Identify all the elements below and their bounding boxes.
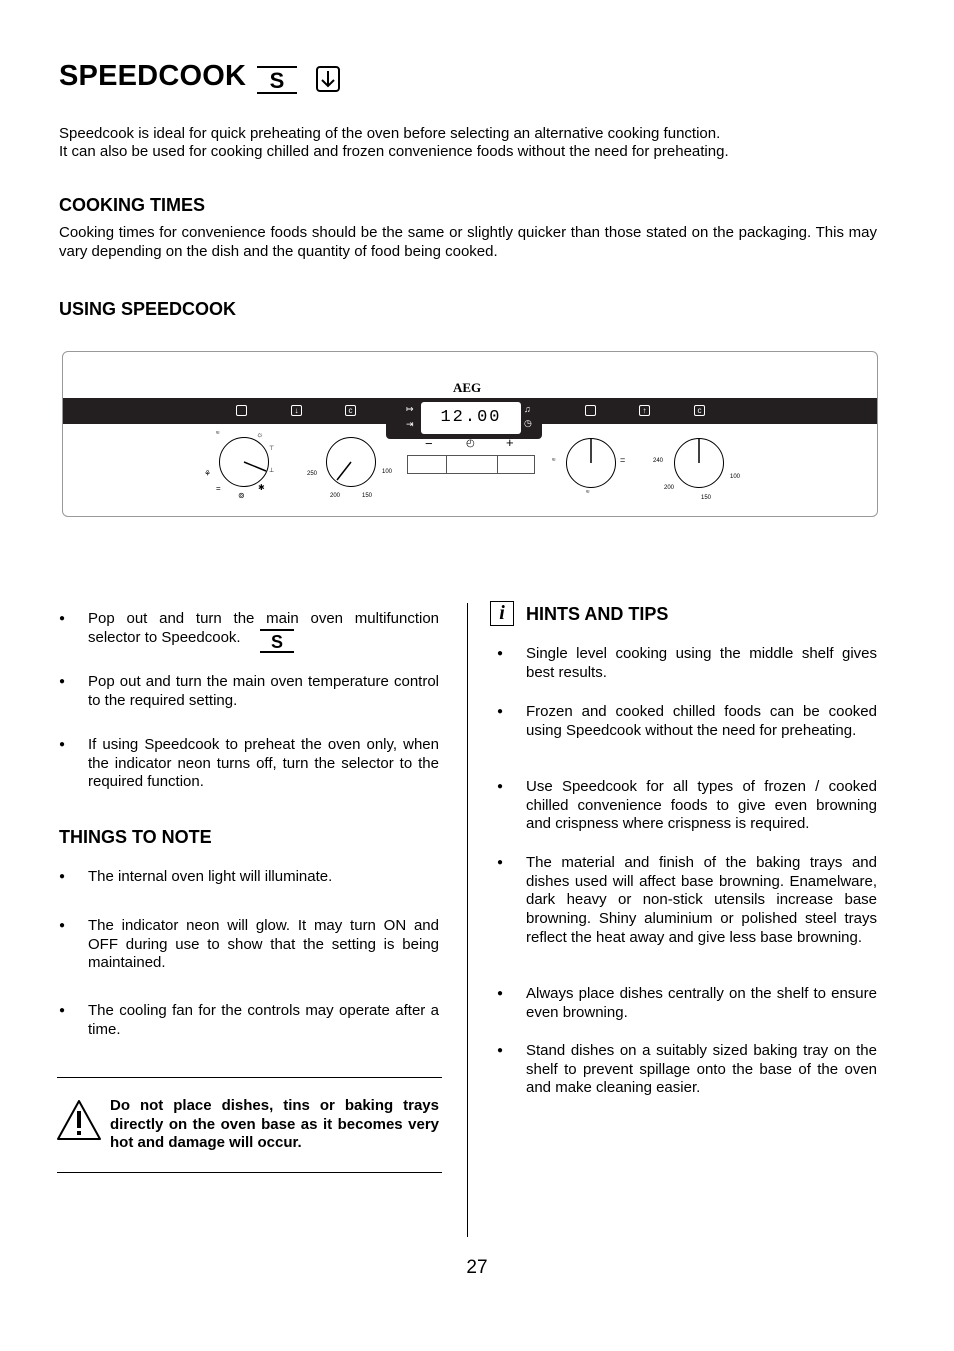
cooking-times-heading: COOKING TIMES	[59, 195, 206, 215]
plus-label: +	[506, 435, 514, 450]
list-item: ● The indicator neon will glow. It may turn ON and OFF during use to show that the setting is being maintained.	[59, 917, 439, 973]
light-symbol-icon: ☼	[256, 430, 264, 439]
main-temp-label-150: 150	[362, 493, 373, 499]
list-item: ● The material and finish of the baking trays and dishes used will affect base browning. Enamelware, dark heavy or non-stick utensils increase base browning. Shiny aluminium or polished steel trays reflect the heat away and give less base browning.	[497, 854, 877, 948]
minus-button[interactable]	[446, 456, 447, 473]
duration-icon: ↦	[406, 404, 414, 414]
list-item: ● Pop out and turn the main oven multifunction selector to Speedcook.	[59, 610, 439, 647]
down-arrow-indicator-icon: ↓	[291, 405, 302, 416]
intro-line-1: Speedcook is ideal for quick preheating of the oven before selecting an alternative cooking function.	[59, 125, 721, 142]
top-conventional-symbol-icon: =	[620, 455, 626, 465]
list-item: ● Stand dishes on a suitably sized baking tray on the shelf to prevent spillage onto the base of the oven and make cleaning easier.	[497, 1042, 877, 1098]
main-oven-selector-knob[interactable]	[219, 437, 269, 487]
grill-symbol-icon: ᵚ	[216, 431, 220, 437]
list-item: ● Always place dishes centrally on the shelf to ensure even browning.	[497, 985, 877, 1022]
top-temp-label-150: 150	[701, 495, 712, 501]
column-divider	[467, 603, 468, 1237]
cooking-times-text: Cooking times for convenience foods should be the same or slightly quicker than those stated on the packaging. This may vary depending on the dish and the quantity of food being cooked.	[59, 224, 877, 260]
list-item: ● If using Speedcook to preheat the oven only, when the indicator neon turns off, turn the selector to the required function.	[59, 736, 439, 792]
main-oven-temperature-knob[interactable]	[326, 437, 376, 487]
main-temp-label-250: 250	[307, 471, 318, 477]
list-item: ● Single level cooking using the middle shelf gives best results.	[497, 645, 877, 682]
page-title: SPEEDCOOK	[59, 60, 247, 92]
top-oven-selector-knob[interactable]	[566, 438, 616, 488]
list-item: ● The cooling fan for the controls may operate after a time.	[59, 1002, 439, 1039]
page-number: 27	[466, 1257, 488, 1278]
warning-top-rule	[57, 1077, 442, 1078]
speedcook-symbol-icon: S	[257, 70, 297, 94]
top-neon-indicator-icon	[585, 405, 596, 416]
down-arrow-icon	[316, 66, 340, 92]
main-temp-label-200: 200	[330, 493, 341, 499]
defrost-symbol-icon: ✱	[258, 483, 265, 492]
timer-buttons[interactable]	[407, 455, 535, 474]
main-temp-label-100: 100	[382, 469, 393, 475]
minus-label: −	[425, 436, 433, 451]
fan-grill-symbol-icon: ⊤	[269, 446, 275, 452]
up-arrow-indicator-icon: ↑	[639, 405, 650, 416]
top-grill-symbol-icon: ᵚ	[552, 458, 556, 464]
plus-button[interactable]	[497, 456, 498, 473]
list-item: ● Pop out and turn the main oven temperature control to the required setting.	[59, 673, 439, 710]
top-temp-label-100: 100	[730, 474, 741, 480]
brand-logo: AEG	[453, 380, 482, 395]
top-temp-label-200: 200	[664, 485, 675, 491]
using-speedcook-heading: USING SPEEDCOOK	[59, 299, 237, 319]
timer-icon: ◴	[466, 438, 475, 449]
top-oven-temperature-knob[interactable]	[674, 438, 724, 488]
top-temp-label-240: 240	[653, 458, 664, 464]
warning-bottom-rule	[57, 1172, 442, 1173]
base-heat-symbol-icon: ⊥	[269, 468, 275, 474]
list-item: ● The internal oven light will illuminate.	[59, 868, 439, 887]
top-thermometer-indicator-icon: c	[694, 405, 705, 416]
things-to-note-heading: THINGS TO NOTE	[59, 827, 212, 847]
thermometer-indicator-icon: c	[345, 405, 356, 416]
speedcook-inline-symbol-icon: S	[260, 633, 294, 653]
intro-line-2: It can also be used for cooking chilled and frozen convenience foods without the need for preheating.	[59, 143, 729, 160]
list-item: ● Use Speedcook for all types of frozen / cooked chilled convenience foods to give even browning and crispness where crispness is required.	[497, 778, 877, 834]
pizza-symbol-icon: ⊚	[238, 491, 245, 500]
clock-display: 12.00	[421, 402, 521, 434]
oven-control-panel	[62, 351, 878, 517]
info-icon: i	[490, 601, 514, 626]
end-time-icon: ⇥	[406, 419, 414, 429]
list-item: ● Frozen and cooked chilled foods can be cooked using Speedcook without the need for preheating.	[497, 703, 877, 740]
hints-heading: HINTS AND TIPS	[526, 604, 669, 624]
neon-indicator-icon	[236, 405, 247, 416]
warning-text: Do not place dishes, tins or baking trays directly on the oven base as it becomes very hot and damage will occur.	[110, 1097, 439, 1152]
clock-icon: ◷	[524, 418, 532, 428]
fan-symbol-icon: ⚘	[204, 469, 212, 478]
conventional-symbol-icon: =	[216, 484, 221, 493]
top-full-grill-symbol-icon: ᵚ	[586, 490, 590, 496]
bell-icon: ♫	[524, 404, 531, 414]
warning-icon	[56, 1099, 102, 1146]
